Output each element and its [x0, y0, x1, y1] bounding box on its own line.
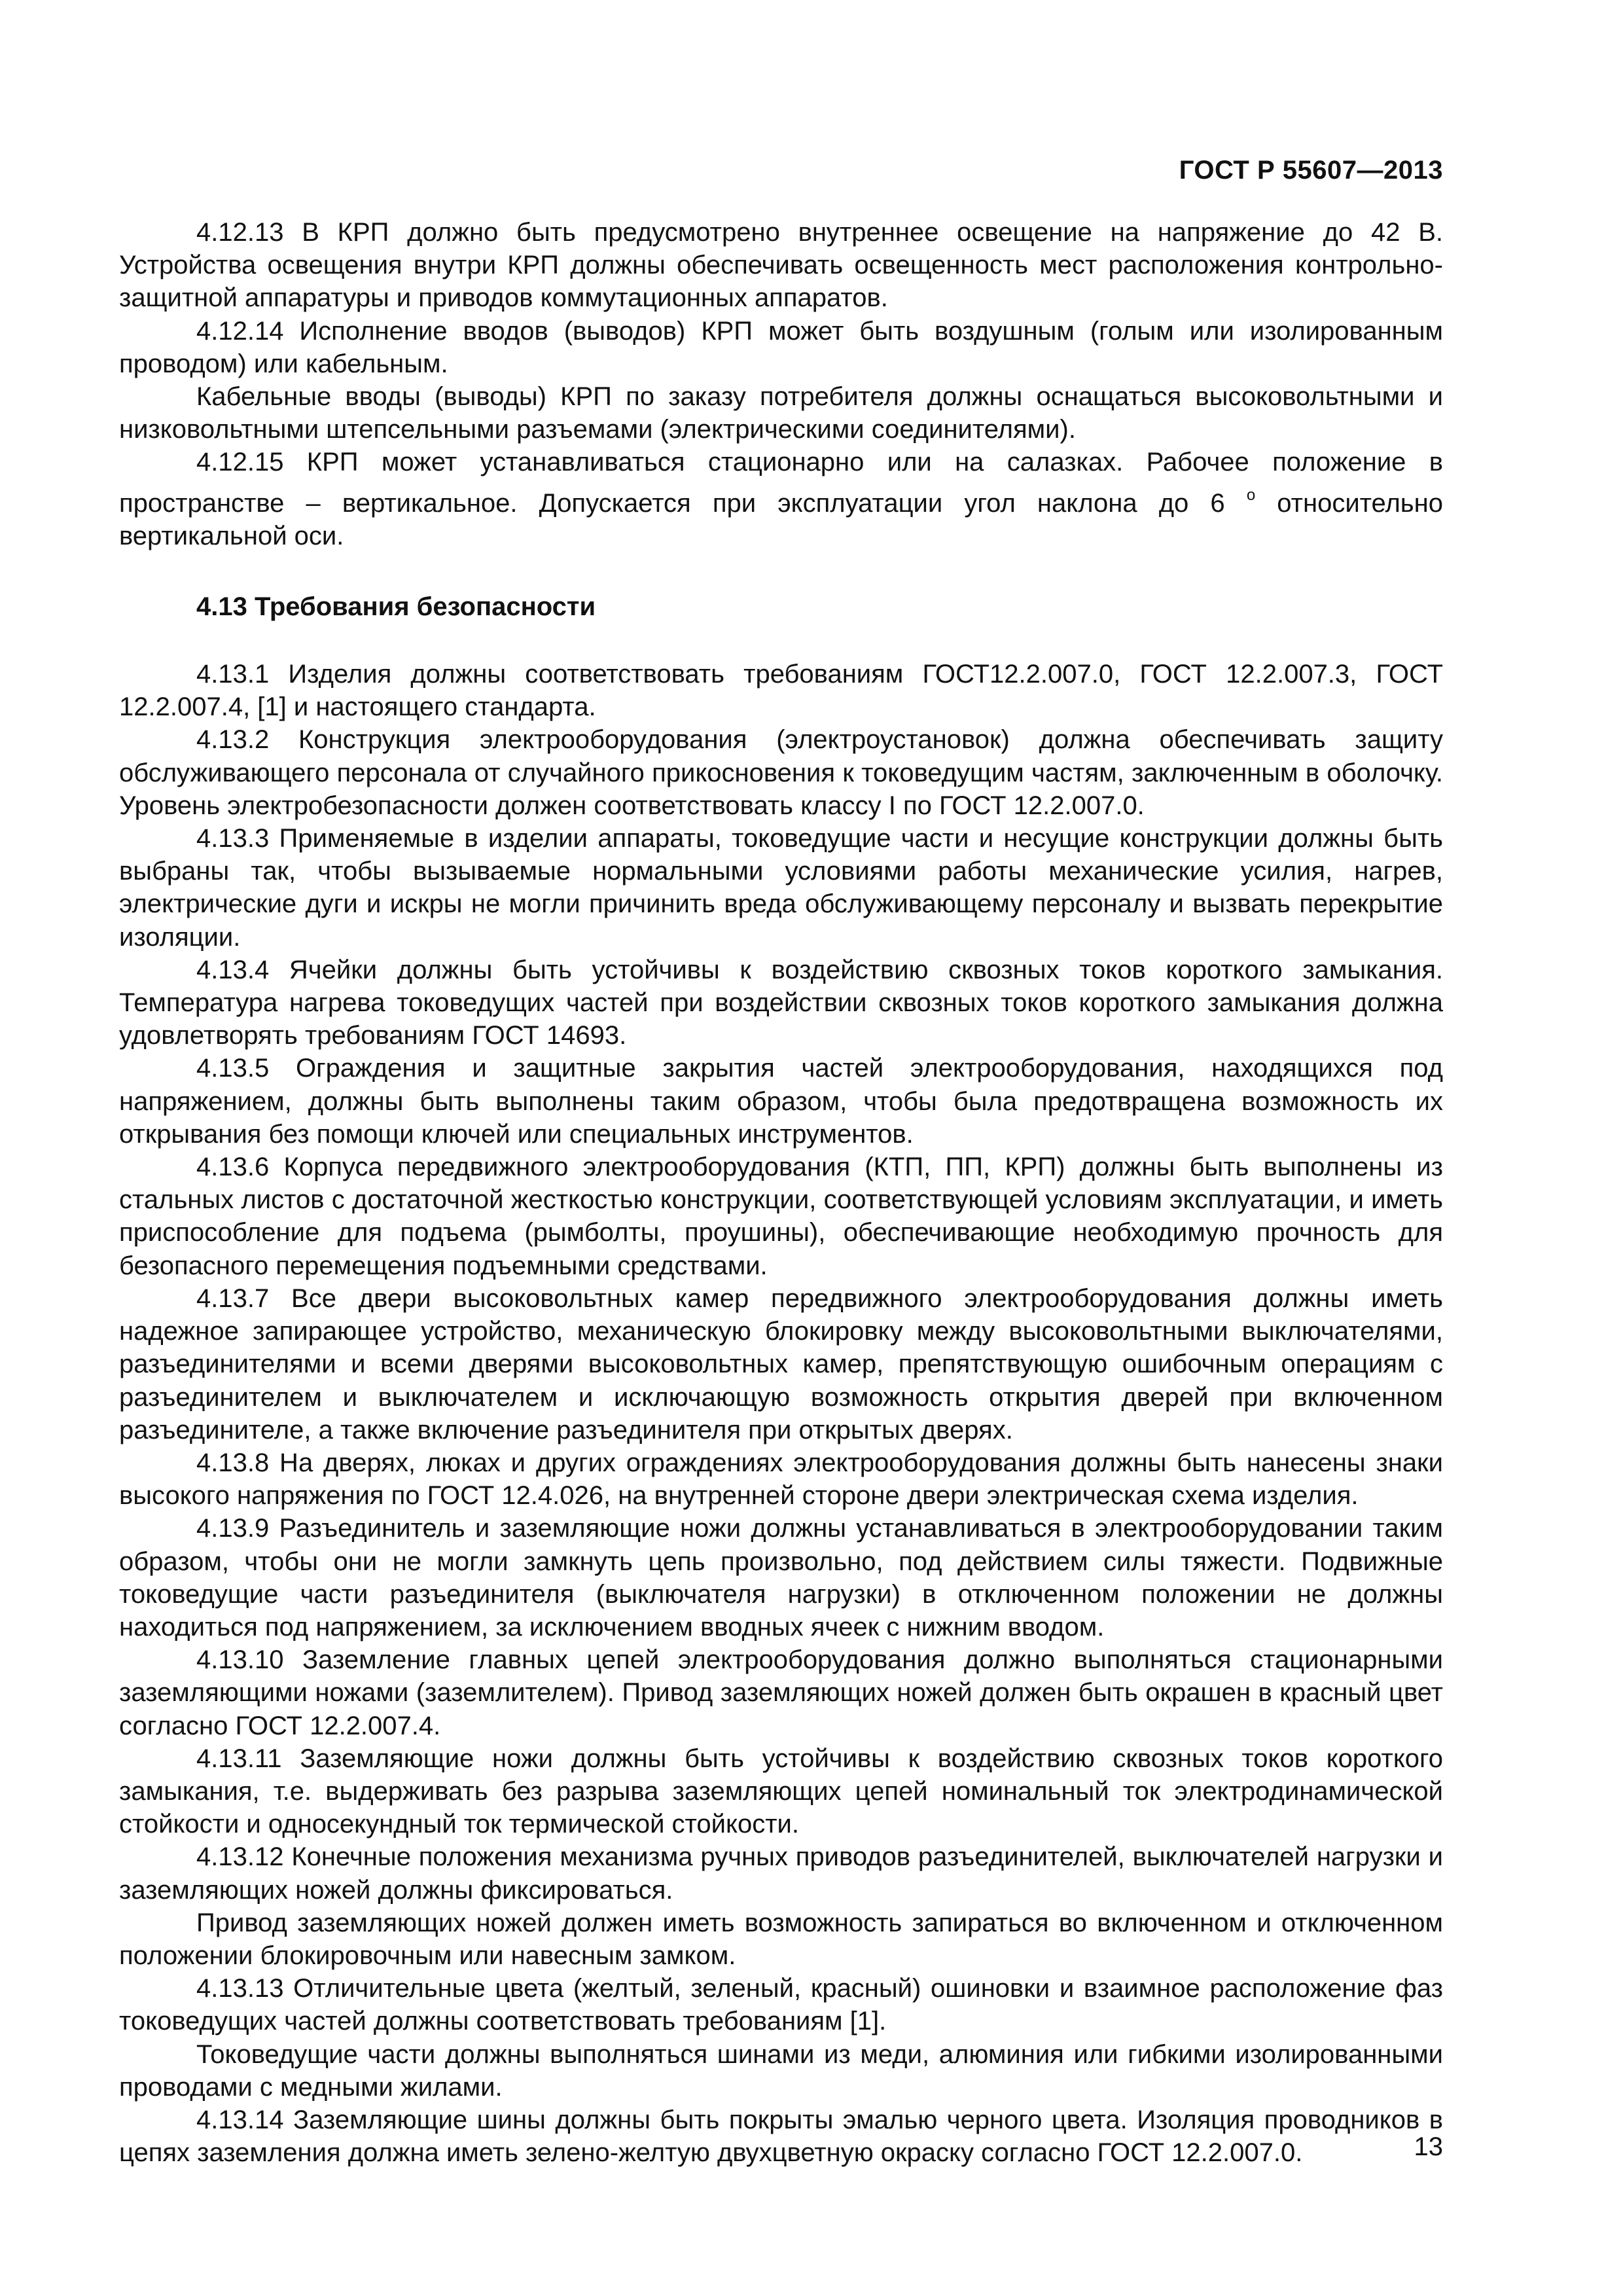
- paragraph-4-13-11: 4.13.11 Заземляющие ножи должны быть устойчивы к воздействию сквозных токов короткого замыкания, т.е. выдерживать без разрыва заземляющих цепей номинальный ток электродинамической стойкости и односекундный ток термической стойкости.: [119, 1744, 1443, 1839]
- paragraph-4-13-5: 4.13.5 Ограждения и защитные закрытия частей электрооборудования, находящихся под напряжением, должны быть выполнены таким образом, чтобы была предотвращена возможность их открывания без помощи ключей или специальных инструментов.: [119, 1054, 1443, 1149]
- document-header: ГОСТ Р 55607—2013: [1179, 156, 1443, 185]
- paragraph-4-13-10: 4.13.10 Заземление главных цепей электрооборудования должно выполняться стационарными заземляющими ножами (заземлителем). Привод заземляющих ножей должен быть окрашен в красный цвет согласно ГОСТ 12.2.007.4.: [119, 1645, 1443, 1740]
- section-heading-4-13: 4.13 Требования безопасности: [196, 592, 596, 622]
- paragraph-earthing-drive-lock: Привод заземляющих ножей должен иметь возможность запираться во включенном и отключенном положении блокировочным или навесным замком.: [119, 1908, 1443, 1970]
- paragraph-4-13-1: 4.13.1 Изделия должны соответствовать требованиям ГОСТ12.2.007.0, ГОСТ 12.2.007.3, ГОСТ 12.2.007.4, [1] и настоящего стандарта.: [119, 660, 1443, 722]
- paragraph-4-12-15: [119, 446, 1443, 552]
- paragraph-conductors: Токоведущие части должны выполняться шинами из меди, алюминия или гибкими изолированными проводами с медными жилами.: [119, 2039, 1443, 2102]
- degree-mark: о: [1246, 486, 1256, 504]
- paragraph-4-13-8: 4.13.8 На дверях, люках и других ограждениях электрооборудования должны быть нанесены знаки высокого напряжения по ГОСТ 12.4.026, на внутренней стороне двери электрическая схема изделия.: [119, 1448, 1443, 1511]
- paragraph-4-13-12: 4.13.12 Конечные положения механизма ручных приводов разъединителей, выключателей нагрузки и заземляющих ножей должны фиксироваться.: [119, 1842, 1443, 1905]
- paragraph-4-13-3: 4.13.3 Применяемые в изделии аппараты, токоведущие части и несущие конструкции должны быть выбраны так, чтобы вызываемые нормальными условиями работы механические усилия, нагрев, электрические дуги и искры не могли причинить вреда обслуживающему персоналу и вызвать перекрытие изоляции.: [119, 824, 1443, 952]
- paragraph-4-13-13: 4.13.13 Отличительные цвета (желтый, зеленый, красный) ошиновки и взаимное расположение фаз токоведущих частей должны соответствовать требованиям [1].: [119, 1974, 1443, 2036]
- paragraph-4-12-15-tail: относительно вертикальной оси.: [119, 488, 1443, 550]
- paragraph-4-13-2: 4.13.2 Конструкция электрооборудования (электроустановок) должна обеспечивать защиту обслуживающего персонала от случайного прикосновения к токоведущим частям, заключенным в оболочку. Уровень электробезопасности должен соответствовать классу I по ГОСТ 12.2.007.0.: [119, 725, 1443, 820]
- paragraph-4-13-9: 4.13.9 Разъединитель и заземляющие ножи должны устанавливаться в электрооборудовании таким образом, чтобы они не могли замкнуть цепь произвольно, под действием силы тяжести. Подвижные токоведущие части разъединителя (выключателя нагрузки) в отключенном положении не должны находиться под напряжением, за исключением вводных ячеек с нижним вводом.: [119, 1514, 1443, 1641]
- paragraph-4-12-14: 4.12.14 Исполнение вводов (выводов) КРП может быть воздушным (голым или изолированным проводом) или кабельным.: [119, 316, 1443, 378]
- page-number: 13: [1414, 2132, 1443, 2161]
- paragraph-4-12-15-text: 4.12.15 КРП может устанавливаться стационарно или на салазках. Рабочее положение в пространстве – вертикальное. Допускается при эксплуатации угол наклона до 6: [119, 448, 1443, 518]
- paragraph-4-12-13: 4.12.13 В КРП должно быть предусмотрено внутреннее освещение на напряжение до 42 В. Устройства освещения внутри КРП должны обеспечивать освещенность мест расположения контрольно-защитной аппаратуры и приводов коммутационных аппаратов.: [119, 218, 1443, 313]
- paragraph-cable-inputs: Кабельные вводы (выводы) КРП по заказу потребителя должны оснащаться высоковольтными и низковольтными штепсельными разъемами (электрическими соединителями).: [119, 382, 1443, 444]
- paragraph-4-13-7: 4.13.7 Все двери высоковольтных камер передвижного электрооборудования должны иметь надежное запирающее устройство, механическую блокировку между высоковольтными выключателями, разъединителями и всеми дверями высоковольтных камер, препятствующую ошибочным операциям с разъединителем и выключателем и исключающую возможность открытия дверей при включенном разъединителе, а также включение разъединителя при открытых дверях.: [119, 1283, 1443, 1444]
- paragraph-4-13-4: 4.13.4 Ячейки должны быть устойчивы к воздействию сквозных токов короткого замыкания. Температура нагрева токоведущих частей при воздействии сквозных токов короткого замыкания должна удовлетворять требованиям ГОСТ 14693.: [119, 955, 1443, 1050]
- paragraph-4-13-6: 4.13.6 Корпуса передвижного электрооборудования (КТП, ПП, КРП) должны быть выполнены из стальных листов с достаточной жесткостью конструкции, соответствующей условиям эксплуатации, и иметь приспособление для подъема (рымболты, проушины), обеспечивающие необходимую прочность для безопасного перемещения подъемными средствами.: [119, 1153, 1443, 1280]
- paragraph-4-13-14: 4.13.14 Заземляющие шины должны быть покрыты эмалью черного цвета. Изоляция проводников в цепях заземления должна иметь зелено-желтую двухцветную окраску согласно ГОСТ 12.2.007.0.: [119, 2105, 1443, 2168]
- document-body: [119, 216, 1443, 2169]
